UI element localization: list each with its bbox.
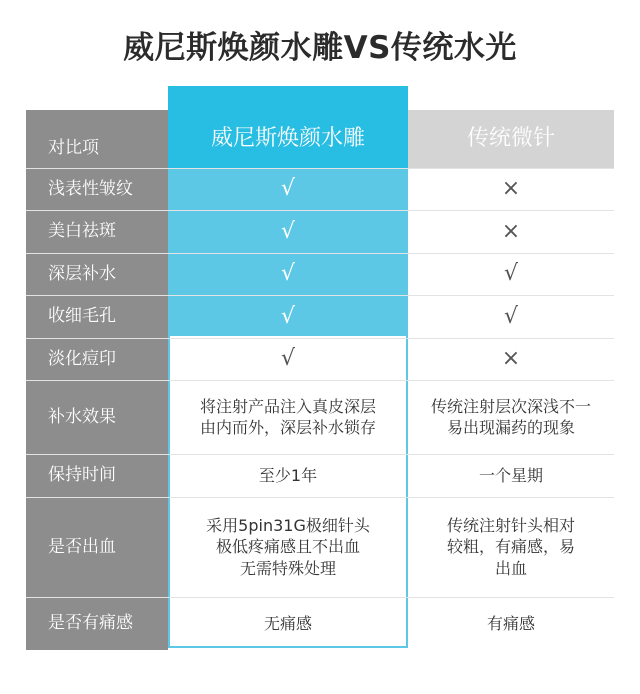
check-mark-icon: √ [280,218,296,244]
cross-mark-icon: × [501,346,521,372]
page-title: 威尼斯焕颜水雕VS传统水光 [123,30,517,66]
cell-venice: 无痛感 [263,613,312,633]
cell-venice: 采用5pin31G极细针头 极低疼痛感且不出血 无需特殊处理 [206,516,370,578]
cell-traditional: 传统注射层次深浅不一 易出现漏药的现象 [430,396,591,437]
check-mark-icon: √ [503,261,519,287]
row-label: 是否出血 [48,536,116,557]
header-label: 对比项 [48,137,99,158]
cell-venice: 将注射产品注入真皮深层 由内而外，深层补水锁存 [199,396,376,437]
cell-traditional: 一个星期 [478,465,543,485]
row-label: 深层补水 [48,263,116,284]
row-label: 浅表性皱纹 [48,178,133,199]
cross-mark-icon: × [501,176,521,202]
row-label: 补水效果 [48,406,116,427]
check-mark-icon: √ [280,261,296,287]
header-col-a: 威尼斯焕颜水雕 [210,126,365,152]
check-mark-icon: √ [280,303,296,329]
cell-traditional: 传统注射针头相对 较粗，有痛感，易 出血 [446,516,575,578]
check-mark-icon: √ [503,303,519,329]
header-col-b: 传统微针 [466,126,555,152]
cell-venice: 至少1年 [258,465,318,485]
row-label: 是否有痛感 [48,613,133,634]
row-label: 淡化痘印 [48,348,116,369]
cell-traditional: 有痛感 [486,613,535,633]
row-label: 保持时间 [48,465,116,486]
row-label: 美白祛斑 [48,221,116,242]
cross-mark-icon: × [501,218,521,244]
check-mark-icon: √ [280,176,296,202]
row-label: 收细毛孔 [48,306,116,327]
comparison-table [26,86,614,650]
check-mark-icon: √ [280,346,296,372]
